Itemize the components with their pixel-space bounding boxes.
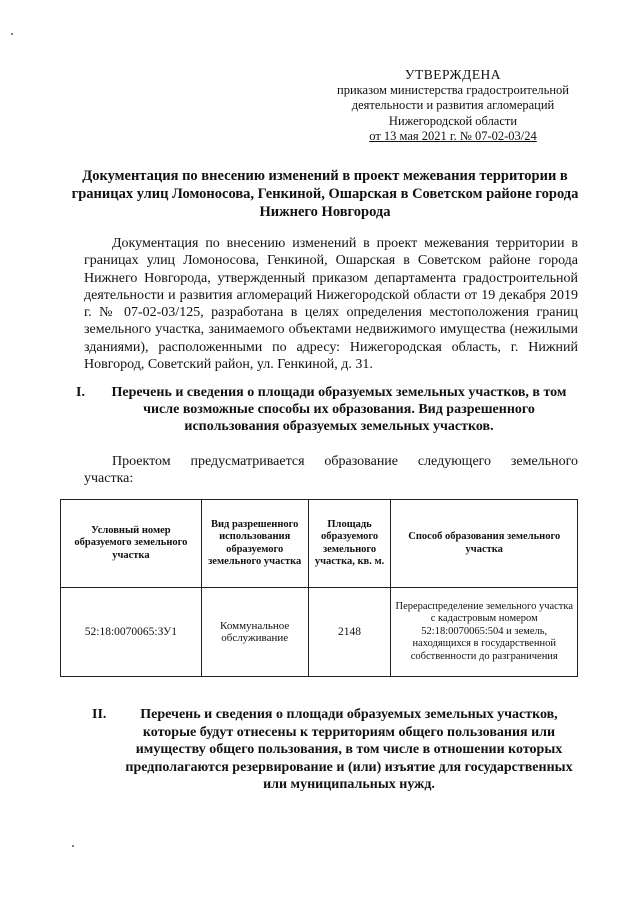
approval-line: Нижегородской области bbox=[388, 113, 518, 128]
land-plot-table bbox=[60, 499, 578, 677]
section-number: II. bbox=[92, 707, 107, 722]
scan-speck bbox=[11, 33, 13, 35]
column-header: Способ образования земельного участка bbox=[391, 500, 578, 588]
section-title: Перечень и сведения о площади образуемых земельных участков, которые будут отнесены к территориям общего пользования или имуществу общего пользования, в том числе в отношении которых предполагаются резервирование и (или) изъятие для государственных или муниципальных нужд. bbox=[125, 707, 573, 792]
approval-line: деятельности и развития агломераций bbox=[351, 98, 555, 112]
table-cell: Перераспределение земельного участка с кадастровым номером 52:18:0070065:504 и земель, находящихся в государственной собственности до разграничения bbox=[391, 588, 578, 677]
table-header-row bbox=[61, 500, 578, 588]
approval-order-ref: от 13 мая 2021 г. № 07-02-03/24 bbox=[369, 129, 537, 143]
section-1-heading bbox=[76, 384, 580, 435]
project-paragraph bbox=[84, 453, 578, 487]
intro-text: Документация по внесению изменений в проект межевания территории в границах улиц Ломоносова, Генкиной, Ошарская в Советском районе города Нижнего Новгорода, утвержденный приказом департамента градостроительной деятельности и развития агломераций Нижегородской области от 19 декабря 2019 г. № 07-02-03/125, разработана в целях определения местоположения границ земельного участка, занимаемого объектами недвижимого имущества (нежилыми зданиями), расположенными по адресу: Нижегородская область, г. Нижний Новгород, Советский район, ул. Генкиной, д. 31. bbox=[84, 236, 578, 373]
column-header: Площадь образуемого земельного участка, кв. м. bbox=[308, 500, 391, 588]
column-header: Условный номер образуемого земельного участка bbox=[61, 500, 202, 588]
table-cell: Коммунальное обслуживание bbox=[201, 588, 308, 677]
word: предусматривается bbox=[190, 454, 305, 469]
approval-heading: УТВЕРЖДЕНА bbox=[404, 67, 502, 82]
column-header: Вид разрешенного использования образуемого земельного участка bbox=[201, 500, 308, 588]
table-row bbox=[61, 588, 578, 677]
section-2-heading bbox=[92, 706, 582, 794]
approval-line: приказом министерства градостроительной bbox=[337, 82, 569, 97]
table-cell: 52:18:0070065:ЗУ1 bbox=[61, 588, 202, 677]
section-number: I. bbox=[76, 385, 85, 400]
section-title: Перечень и сведения о площади образуемых земельных участков, в том числе возможные способы их образования. Вид разрешенного использования образуемых земельных участков. bbox=[111, 385, 567, 434]
table-cell: 2148 bbox=[308, 588, 391, 677]
project-line-tail: участка: bbox=[84, 471, 134, 486]
word: образование bbox=[324, 454, 399, 469]
project-line bbox=[84, 453, 578, 470]
approval-stamp bbox=[318, 67, 588, 145]
intro-paragraph bbox=[84, 235, 578, 373]
document-title: Документация по внесению изменений в проект межевания территории в границах улиц Ломоносова, Генкиной, Ошарская в Советском районе города Нижнего Новгорода bbox=[71, 168, 579, 220]
word: земельного bbox=[510, 454, 578, 469]
word: следующего bbox=[417, 454, 492, 469]
scan-speck bbox=[72, 845, 74, 847]
word: Проектом bbox=[112, 454, 171, 469]
